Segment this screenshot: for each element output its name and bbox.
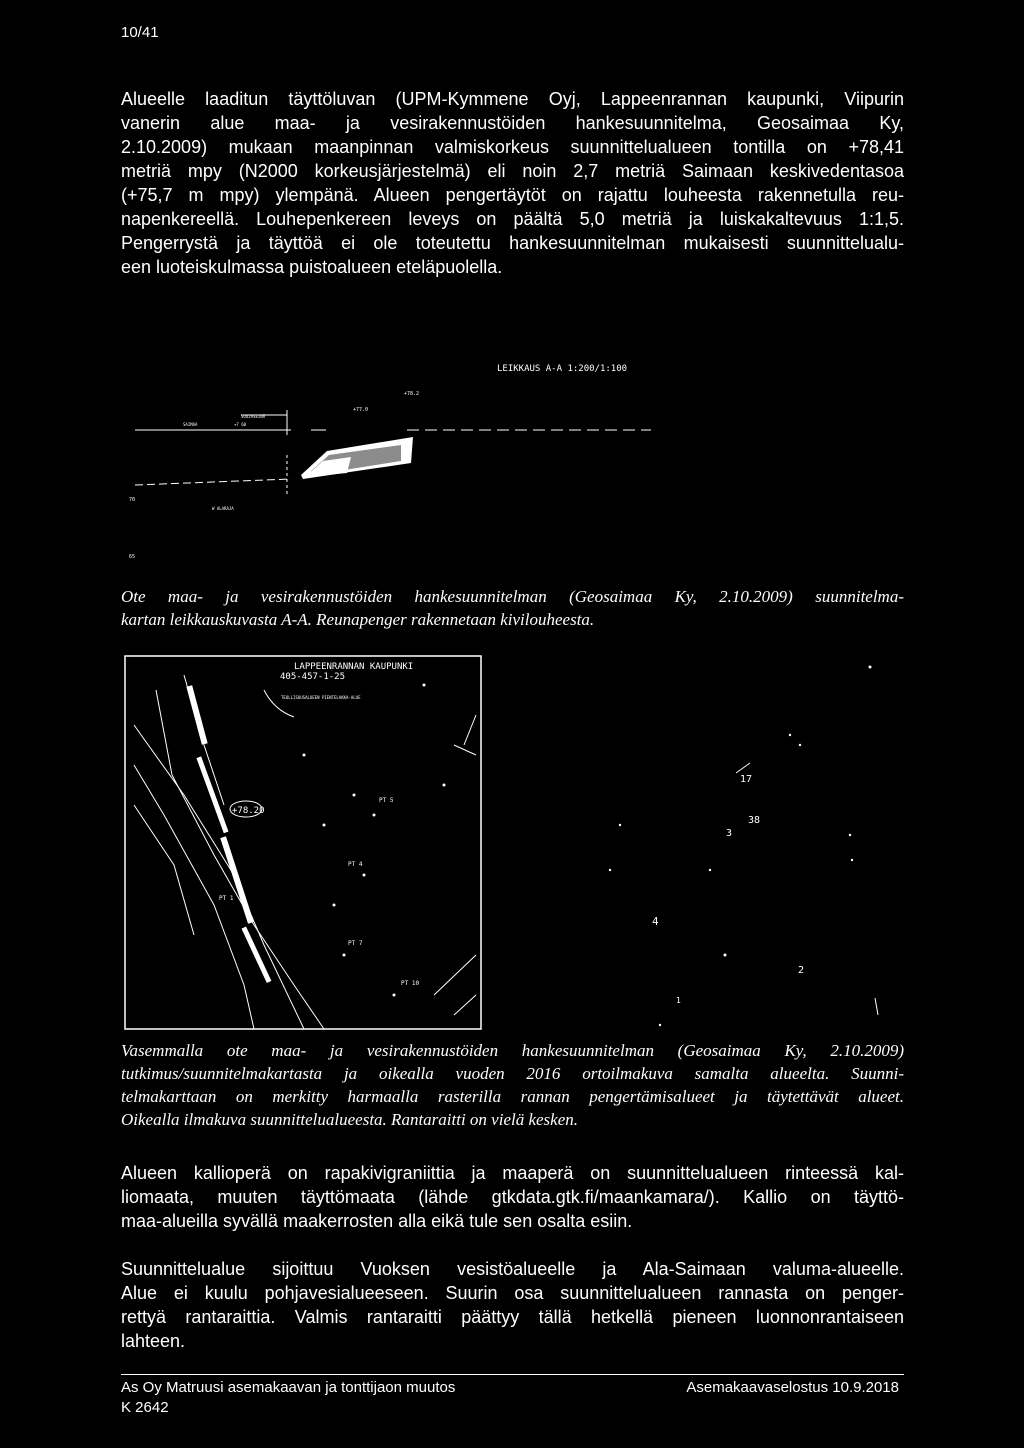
- footer-project-name: As Oy Matruusi asemakaavan ja tonttijaon muutos: [121, 1379, 456, 1396]
- paragraph-line: Alue ei kuulu pohjavesialueeseen. Suurin osa suunnittelualueen rannasta on penger-: [121, 1283, 904, 1303]
- paragraph-line: 2.10.2009) mukaan maanpinnan valmiskorkeus suunnittelualueen tontilla on +78,41: [121, 137, 904, 157]
- page-number: 10/41: [121, 24, 159, 41]
- alaraja-label: W ALARAJA: [212, 506, 234, 511]
- paragraph-line: Alueelle laaditun täyttöluvan (UPM-Kymmene Oyj, Lappeenrannan kaupunki, Viipurin: [121, 89, 904, 109]
- elevation-label: +78.20: [232, 806, 265, 816]
- paragraph-line: Alueen kallioperä on rapakivigraniittia ja maaperä on suunnittelualueen rinteessä kal-: [121, 1163, 904, 1183]
- plan-map: [124, 655, 482, 1030]
- rock-fill-embankment: [301, 437, 413, 479]
- map-title: LAPPEENRANNAN KAUPUNKI: [294, 662, 414, 672]
- aerial-number: 38: [748, 815, 761, 826]
- map-subtitle: TEOLLISUUSALUEEN PIENTELAKKA-ALUE: [281, 695, 361, 700]
- paragraph-bedrock: [121, 1161, 904, 1233]
- caption-maps: [121, 1039, 904, 1131]
- aerial-number: 17: [740, 774, 753, 785]
- footer-document-date: Asemakaavaselostus 10.9.2018: [686, 1379, 899, 1396]
- paragraph-line: lahteen.: [121, 1331, 186, 1351]
- paragraph-line: rettyä rantaraittia. Valmis rantaraitti päättyy tällä hetkellä pieneen luonnonrantaiseen: [121, 1307, 904, 1327]
- pt-label: PT 5: [379, 797, 394, 804]
- y-axis-65: 65: [129, 554, 136, 560]
- paragraph-line: maa-alueilla syvällä maakerrosten alla eikä tule sen osalta esiin.: [121, 1211, 633, 1231]
- pt-label: PT 1: [219, 895, 234, 902]
- embankment-raster: [186, 685, 271, 983]
- paragraph-line: liomaata, muuten täyttömaata (lähde gtkdata.gtk.fi/maankamara/). Kallio on täyttö-: [121, 1187, 904, 1207]
- caption-line: telmakarttaan on merkitty harmaalla rasterilla rannan pengertämisalueet ja täytettävät alueet.: [121, 1087, 904, 1106]
- pt-label: PT 4: [348, 861, 363, 868]
- caption-line: Ote maa- ja vesirakennustöiden hankesuunnitelman (Geosaimaa Ky, 2.10.2009) suunnitelma-: [121, 587, 904, 606]
- paragraph-line: napenkereellä. Louhepenkereen leveys on päältä 5,0 metriä ja luiskakaltevuus 1:1,5.: [121, 209, 904, 229]
- footer-plan-code: K 2642: [121, 1399, 169, 1416]
- level-770-label: +77.0: [353, 407, 369, 413]
- saimaa-label: SAIMAA: [183, 422, 198, 427]
- map-code: 405-457-1-25: [280, 672, 346, 682]
- caption-line: tutkimus/suunnitelmakartasta ja oikealla vuoden 2016 ortoilmakuva samalta alueelta. Suunni-: [121, 1064, 904, 1083]
- paragraph-line: Suunnittelualue sijoittuu Vuoksen vesistöalueelle ja Ala-Saimaan valuma-alueelle.: [121, 1259, 904, 1279]
- pt-label: PT 7: [348, 940, 363, 947]
- section-title: LEIKKAUS A-A 1:200/1:100: [497, 364, 628, 374]
- paragraph-line: vanerin alue maa- ja vesirakennustöiden hankesuunnitelma, Geosaimaa Ky,: [121, 113, 904, 133]
- caption-section: [121, 585, 904, 631]
- suojaseina-label: SUOJASEINÄ: [241, 414, 266, 419]
- caption-line: Vasemmalla ote maa- ja vesirakennustöiden hankesuunnitelman (Geosaimaa Ky, 2.10.2009): [121, 1041, 904, 1060]
- paragraph-line: een luoteiskulmassa puistoalueen eteläpuolella.: [121, 257, 503, 277]
- paragraph-line: metriä mpy (N2000 korkeusjärjestelmä) eli noin 2,7 metriä Saimaan keskivedentasoa: [121, 161, 904, 181]
- pt-label: PT 10: [401, 980, 420, 987]
- caption-line: Oikealla ilmakuva suunnittelualueesta. Rantaraitti on vielä kesken.: [121, 1110, 579, 1129]
- paragraph-line: (+75,7 m mpy) ylempänä. Alueen pengertäytöt on rajattu louheesta rakennetulla reu-: [121, 185, 904, 205]
- footer-divider: [121, 1374, 904, 1375]
- aerial-number: 2: [798, 965, 805, 976]
- caption-line: kartan leikkauskuvasta A-A. Reunapenger rakennetaan kivilouheesta.: [121, 610, 595, 629]
- aerial-image: [600, 655, 900, 1030]
- section-figure: [121, 355, 681, 580]
- y-axis-70: 70: [129, 497, 136, 503]
- footer-left: [121, 1378, 455, 1418]
- level-760-label: +7 60: [234, 422, 247, 427]
- paragraph-fill-permit: [121, 87, 904, 279]
- paragraph-line: Pengerrystä ja täyttöä ei ole toteutettu hankesuunnitelman mukaisesti suunnittelualu-: [121, 233, 904, 253]
- aerial-number: 4: [652, 915, 659, 928]
- paragraph-watershed: [121, 1257, 904, 1353]
- level-782-label: +78.2: [404, 391, 420, 397]
- aerial-number: 1: [676, 996, 681, 1005]
- aerial-number: 3: [726, 828, 733, 839]
